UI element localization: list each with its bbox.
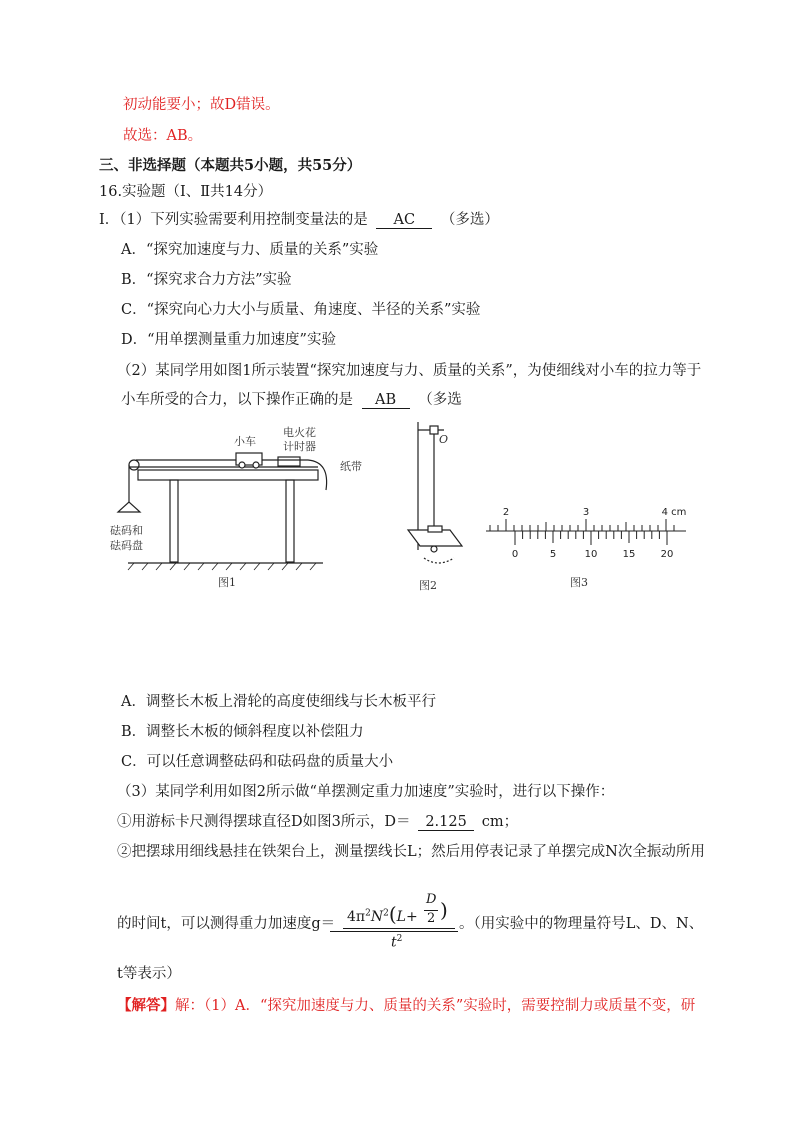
main-label-4: 4 cm bbox=[661, 507, 687, 518]
q16-title: 16.实验题（Ⅰ、Ⅱ共14分） bbox=[99, 184, 273, 200]
q16-part2-line2 bbox=[121, 390, 462, 410]
q16-part1-text: Ⅰ．（1）下列实验需要利用控制变量法的是 bbox=[99, 212, 368, 228]
fig1-tape-label: 纸带 bbox=[340, 460, 362, 473]
prev-line-1: 初动能要小；故D错误。 bbox=[123, 97, 280, 113]
q16-step1-answer: 2.125 bbox=[418, 814, 474, 831]
option-2a: A．调整长木板上滑轮的高度使细线与长木板平行 bbox=[121, 694, 436, 710]
option-1a: A．“探究加速度与力、质量的关系”实验 bbox=[121, 242, 379, 258]
answer-line bbox=[117, 996, 695, 1016]
vernier-label-15: 15 bbox=[622, 549, 636, 560]
option-2c: C．可以任意调整砝码和砝码盘的质量大小 bbox=[121, 754, 394, 770]
formula-sq-3: 2 bbox=[396, 934, 403, 944]
q16-part2-answer: AB bbox=[362, 392, 410, 409]
formula-n: N bbox=[370, 909, 384, 925]
vernier-label-10: 10 bbox=[584, 549, 598, 560]
prev-line-2: 故选：AB。 bbox=[123, 128, 203, 144]
q16-g-suffix: 。（用实验中的物理量符号L、D、N、 bbox=[459, 916, 704, 932]
q16-part1-question bbox=[99, 210, 499, 230]
fig1-weights-label-1: 砝码和 bbox=[110, 524, 143, 537]
option-2b: B．调整长木板的倾斜程度以补偿阻力 bbox=[121, 724, 364, 740]
q16-part2-suffix: （多选 bbox=[418, 392, 462, 408]
q16-step1-text: ①用游标卡尺测得摆球直径D如图3所示，D＝ bbox=[117, 814, 411, 830]
formula-sq-2: 2 bbox=[383, 908, 389, 919]
answer-tag: 【解答】 bbox=[117, 997, 175, 1014]
main-label-2: 2 bbox=[502, 507, 510, 518]
q16-part1-suffix: （多选） bbox=[440, 212, 499, 228]
table-top bbox=[138, 470, 318, 480]
fig1-cart-label: 小车 bbox=[234, 435, 256, 448]
formula-t: t bbox=[391, 934, 397, 951]
q16-t-line: t等表示） bbox=[117, 966, 181, 982]
table-leg-left bbox=[170, 480, 178, 562]
answer-text: 解：（1）A．“探究加速度与力、质量的关系”实验时，需要控制力或质量不变，研 bbox=[175, 998, 696, 1014]
pulley bbox=[129, 460, 139, 470]
formula-plus: + bbox=[405, 909, 418, 925]
vernier-label-0: 0 bbox=[511, 549, 519, 560]
formula-sq-1: 2 bbox=[365, 908, 371, 919]
vernier-label-5: 5 bbox=[549, 549, 557, 560]
figure-3 bbox=[480, 505, 690, 565]
formula-close-paren: ) bbox=[440, 898, 448, 922]
q16-step1 bbox=[117, 812, 518, 832]
option-1b: B．“探究求合力方法”实验 bbox=[121, 272, 292, 288]
formula-d: D bbox=[426, 892, 437, 907]
q16-part1-answer: AC bbox=[376, 212, 432, 229]
table-leg-right bbox=[286, 480, 294, 562]
main-label-3: 3 bbox=[582, 507, 590, 518]
vernier-label-20: 20 bbox=[660, 549, 674, 560]
section-title: 三、非选择题（本题共5小题，共55分） bbox=[99, 157, 362, 174]
fig1-weights-label-2: 砝码盘 bbox=[110, 539, 143, 552]
fig2-point-label: O bbox=[439, 433, 449, 446]
formula-denominator bbox=[391, 934, 402, 951]
formula-main-bar bbox=[343, 928, 455, 929]
option-1d: D．“用单摆测量重力加速度”实验 bbox=[121, 332, 336, 348]
fig1-caption: 图1 bbox=[218, 576, 236, 589]
option-1c: C．“探究向心力大小与质量、角速度、半径的关系”实验 bbox=[121, 302, 481, 318]
formula-coef: 4π bbox=[347, 909, 366, 925]
fig2-caption: 图2 bbox=[419, 579, 437, 592]
q16-part3-line: （3）某同学利用如图2所示做“单摆测定重力加速度”实验时，进行以下操作： bbox=[117, 784, 615, 800]
formula-two: 2 bbox=[427, 911, 436, 926]
pendulum-bob bbox=[431, 546, 437, 552]
fig1-timer-label-2: 计时器 bbox=[283, 440, 316, 453]
q16-g-prefix: 的时间t，可以测得重力加速度g＝ bbox=[117, 916, 336, 932]
figure-2 bbox=[390, 418, 470, 583]
q16-step2: ②把摆球用细线悬挂在铁架台上，测量摆线长L；然后用停表记录了单摆完成N次全振动所用 bbox=[117, 844, 705, 860]
formula-answer-underline bbox=[330, 931, 458, 932]
q16-step1-suffix: cm； bbox=[481, 814, 519, 830]
spark-timer bbox=[278, 457, 300, 466]
fig3-caption: 图3 bbox=[570, 576, 588, 589]
fig1-timer-label-1: 电火花 bbox=[283, 426, 316, 439]
weights bbox=[118, 502, 140, 512]
q16-part2-text: 小车所受的合力，以下操作正确的是 bbox=[121, 392, 353, 408]
formula-l: L bbox=[396, 909, 406, 925]
q16-part2-line1: （2）某同学用如图1所示装置“探究加速度与力、质量的关系”，为使细线对小车的拉力等于 bbox=[117, 363, 702, 379]
formula-numerator: $4\pi^2N^2(L+$ bbox=[347, 902, 418, 926]
